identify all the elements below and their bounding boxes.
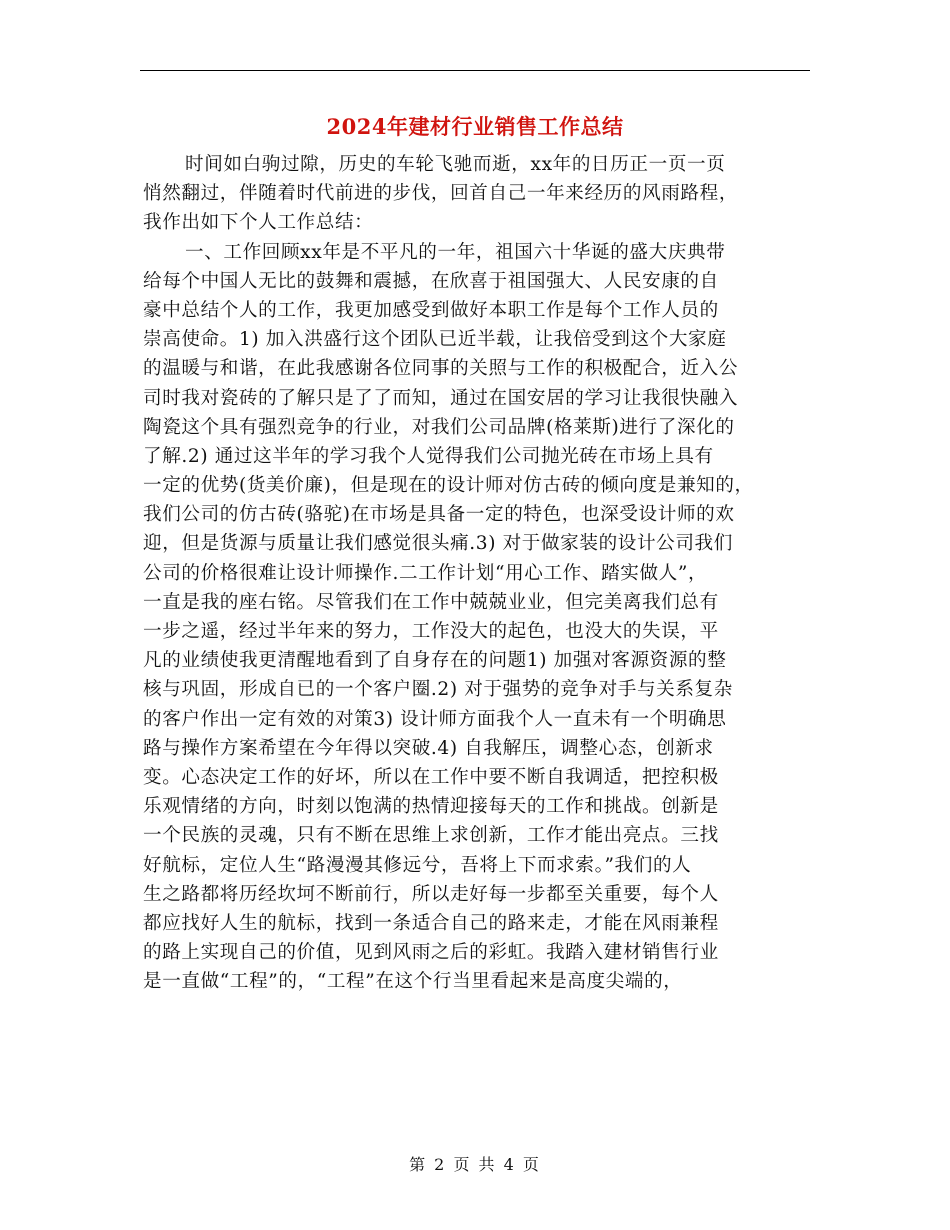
page-number-footer: 第 2 页 共 4 页 bbox=[409, 1155, 541, 1174]
body-line: 陶瓷这个具有强烈竞争的行业，对我们公司品牌(格莱斯)进行了深化的 bbox=[143, 416, 735, 438]
body-line: 是一直做“工程”的，“工程”在这个行当里看起来是高度尖端的， bbox=[143, 971, 683, 993]
body-line: 迎，但是货源与质量让我们感觉很头痛.3) 对于做家装的设计公司我们 bbox=[143, 533, 733, 555]
body-line: 了解.2) 通过这半年的学习我个人觉得我们公司抛光砖在市场上具有 bbox=[143, 445, 714, 467]
body-line: 公司的价格很难让设计师操作.二工作计划“用心工作、踏实做人”， bbox=[143, 562, 708, 584]
body-line: 一步之遥，经过半年来的努力，工作没大的起色，也没大的失误，平 bbox=[143, 621, 719, 642]
body-line: 悄然翻过，伴随着时代前进的步伐，回首自己一年来经历的风雨路程， bbox=[143, 183, 739, 205]
body-line: 好航标，定位人生“路漫漫其修远兮，吾将上下而求索。”我们的人 bbox=[143, 854, 692, 876]
body-line: 崇高使命。1) 加入洪盛行这个团队已近半载，让我倍受到这个大家庭 bbox=[143, 329, 727, 351]
body-line: 一、工作回顾xx年是不平凡的一年，祖国六十华诞的盛大庆典带 bbox=[185, 241, 726, 263]
body-line: 的客户作出一定有效的对策3) 设计师方面我个人一直未有一个明确思 bbox=[143, 708, 727, 730]
document-title: 2024年建材行业销售工作总结 bbox=[326, 114, 624, 139]
body-line: 乐观情绪的方向，时刻以饱满的热情迎接每天的工作和挑战。创新是 bbox=[143, 796, 719, 818]
body-line: 司时我对瓷砖的了解只是了了而知，通过在国安居的学习让我很快融入 bbox=[143, 387, 739, 409]
body-line: 时间如白驹过隙，历史的车轮飞驰而逝，xx年的日历正一页一页 bbox=[185, 154, 726, 175]
body-line: 变。心态决定工作的好坏，所以在工作中要不断自我调适，把控积极 bbox=[143, 766, 719, 788]
body-line: 我们公司的仿古砖(骆驼)在市场是具备一定的特色，也深受设计师的欢 bbox=[143, 504, 735, 526]
body-line: 我作出如下个人工作总结： bbox=[143, 212, 374, 234]
body-line: 凡的业绩使我更清醒地看到了自身存在的问题1) 加强对客源资源的整 bbox=[143, 650, 727, 672]
body-line: 一个民族的灵魂，只有不断在思维上求创新，工作才能出亮点。三找 bbox=[143, 825, 719, 847]
header-rule bbox=[140, 70, 810, 71]
body-line: 核与巩固，形成自已的一个客户圈.2) 对于强势的竞争对手与关系复杂 bbox=[143, 679, 733, 701]
body-line: 都应找好人生的航标，找到一条适合自己的路来走，才能在风雨兼程 bbox=[143, 912, 719, 934]
body-line: 豪中总结个人的工作，我更加感受到做好本职工作是每个工作人员的 bbox=[143, 299, 719, 321]
body-line: 的路上实现自己的价值，见到风雨之后的彩虹。我踏入建材销售行业 bbox=[143, 942, 719, 964]
body-line: 路与操作方案希望在今年得以突破.4) 自我解压，调整心态，创新求 bbox=[143, 737, 714, 759]
body-line: 一定的优势(货美价廉)，但是现在的设计师对仿古砖的倾向度是兼知的， bbox=[143, 475, 754, 497]
body-line: 的温暖与和谐，在此我感谢各位同事的关照与工作的积极配合，近入公 bbox=[143, 358, 739, 380]
body-line: 给每个中国人无比的鼓舞和震撼，在欣喜于祖国强大、人民安康的自 bbox=[143, 270, 719, 292]
body-line: 一直是我的座右铭。尽管我们在工作中兢兢业业，但完美离我们总有 bbox=[143, 591, 719, 613]
body-line: 生之路都将历经坎坷不断前行，所以走好每一步都至关重要，每个人 bbox=[143, 883, 719, 905]
document-body bbox=[143, 150, 808, 996]
